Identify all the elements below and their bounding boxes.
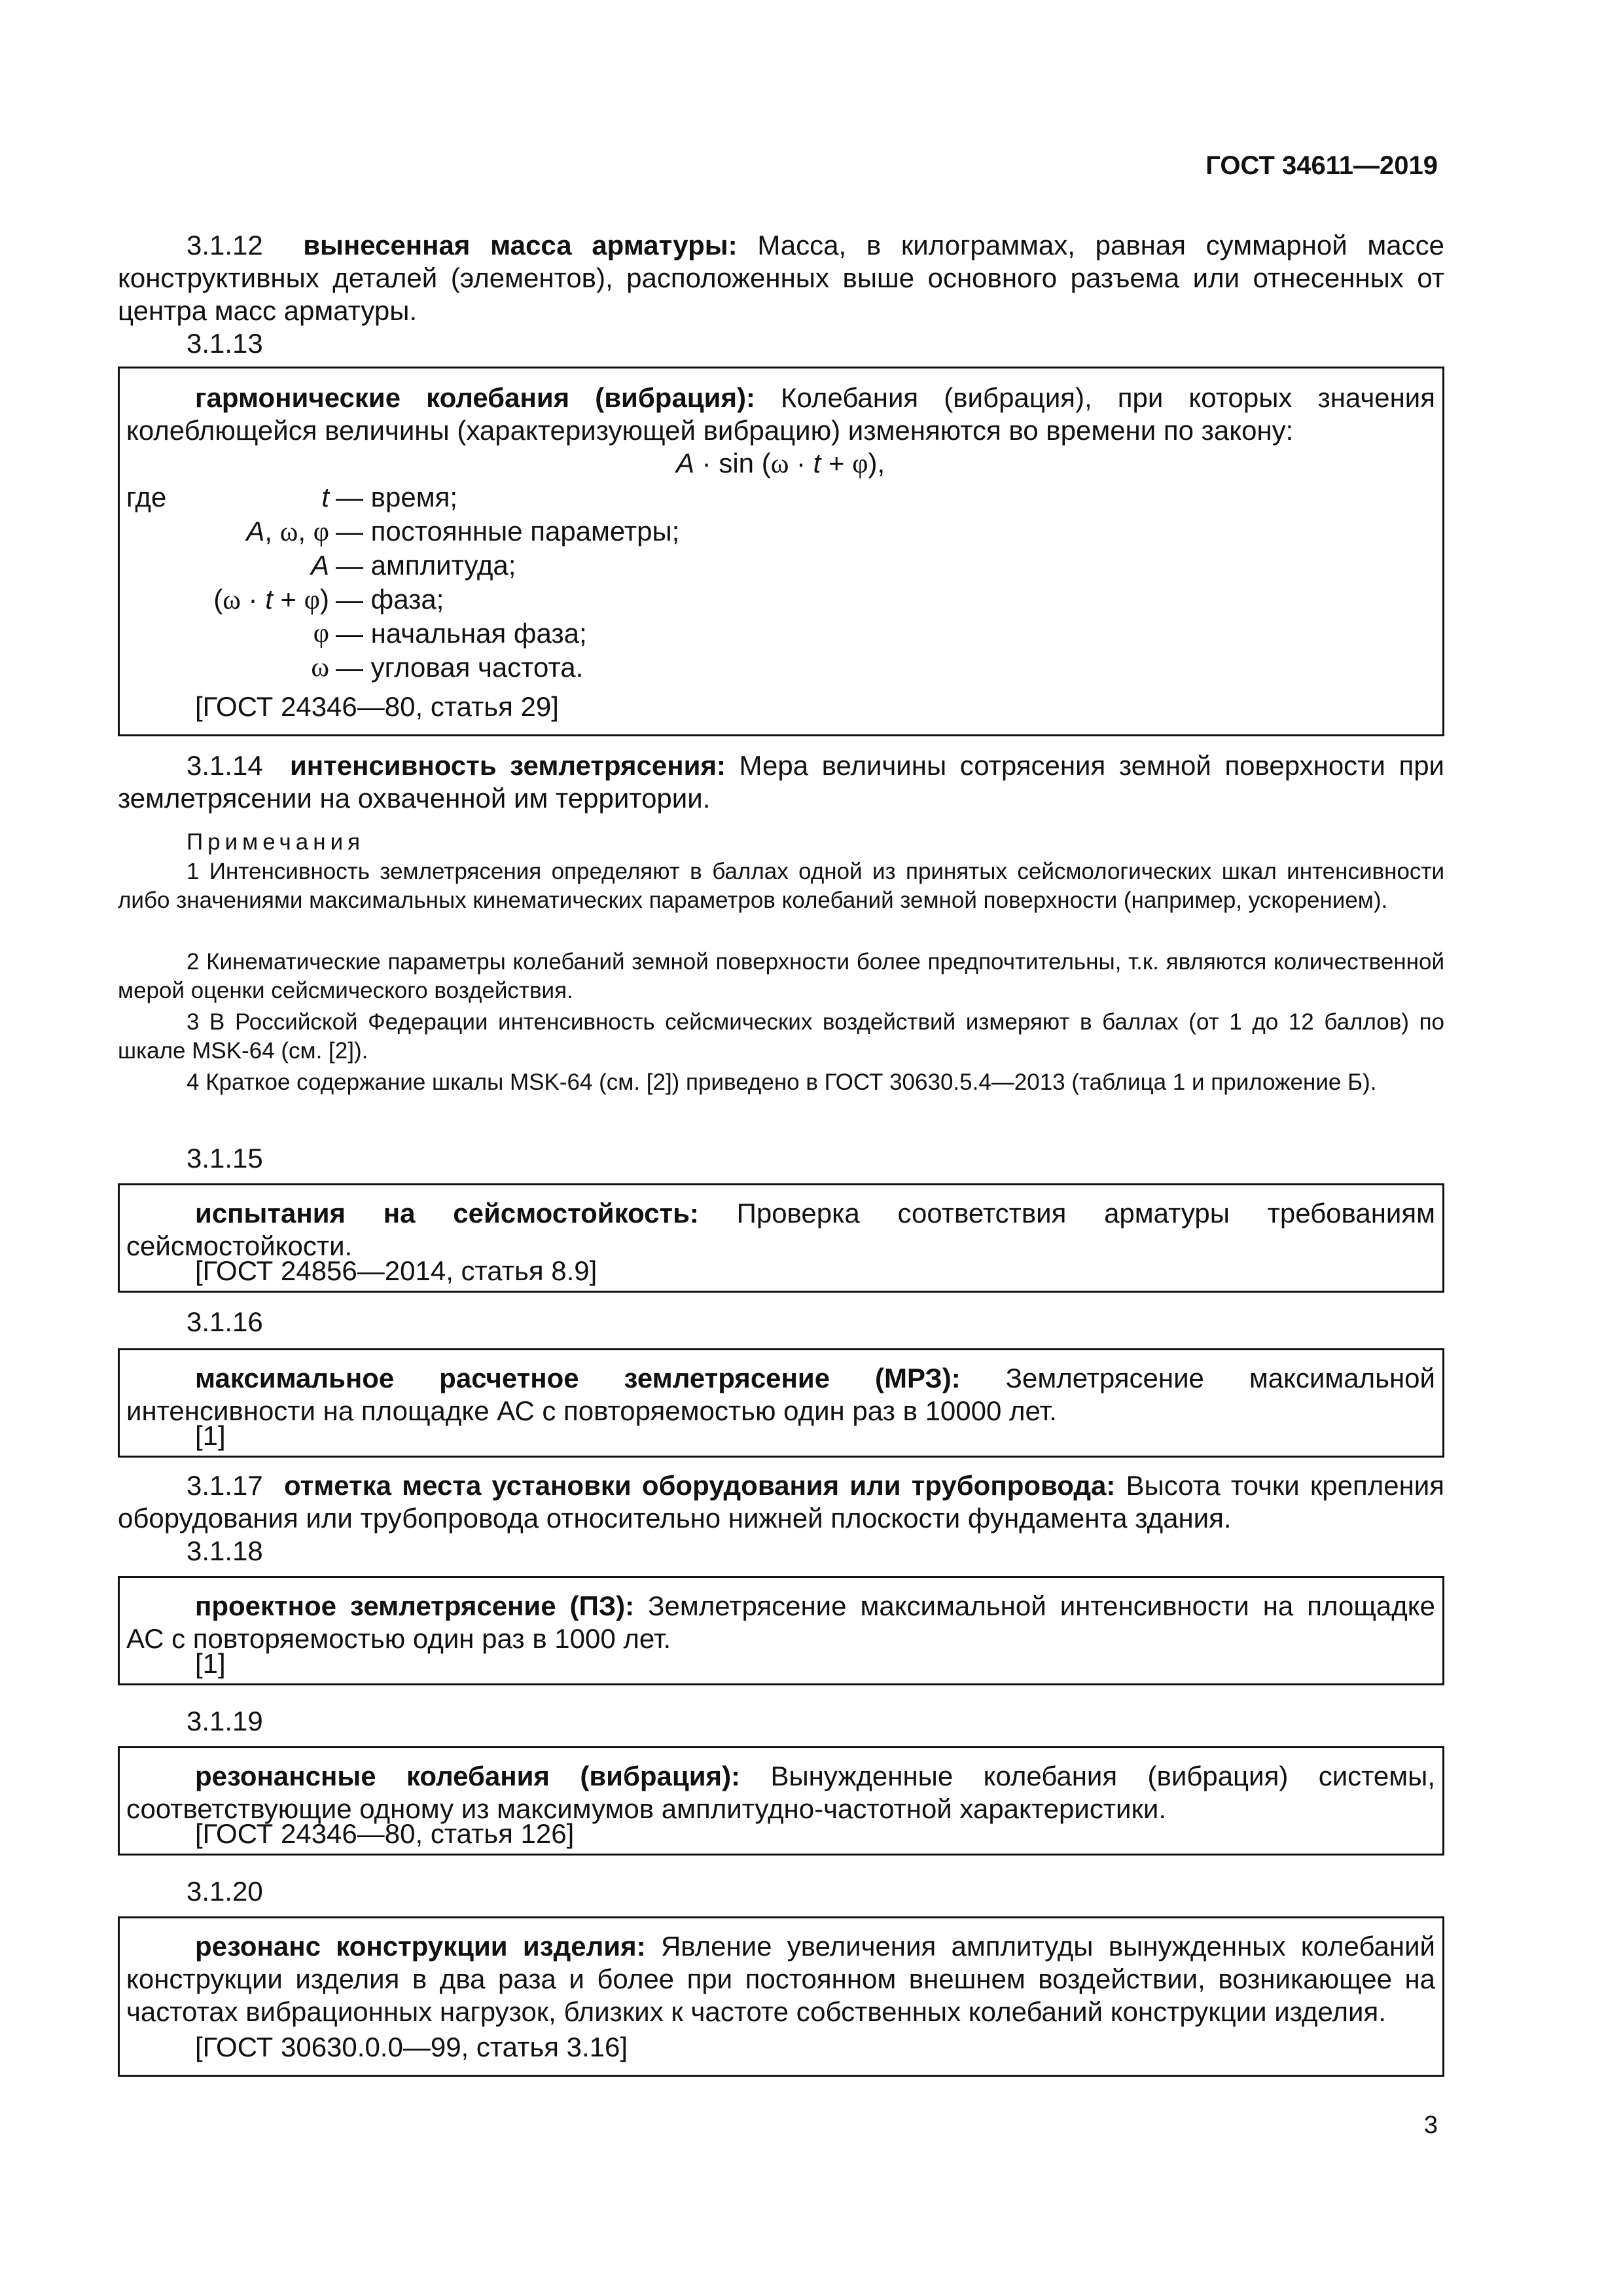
term: проектное землетрясение (ПЗ): [195,1590,635,1621]
source-reference: [1] [195,1648,226,1679]
definition-text: Землетрясение максимальной интенсивности на площадке АС с повторяемостью один раз в 1000 лет. [126,1590,1436,1654]
formula: A · sin (ω · t + φ), [676,448,885,479]
definition-text: Явление увеличения амплитуды вынужденных колебаний конструкции изделия в два раза и более при постоянном внешнем воздействии, возникающее на частотах вибрационных нагрузок, близких к частоте собственных колебаний конструкции изделия. [126,1931,1436,2027]
definition-text: Колебания (вибрация), при которых значения колеблющейся величины (характеризующей вибрацию) изменяются во времени по закону: [126,382,1435,446]
term: вынесенная масса арматуры: [303,230,738,260]
note-4: 4 Краткое содержание шкалы MSK-64 (см. [2]) приведено в ГОСТ 30630.5.4—2013 (таблица 1 и приложение Б). [187,1069,1377,1095]
def-symbol: (ω · t + φ) [213,584,329,615]
definition-text: Масса, в килограммах, равная суммарной массе конструктивных деталей (элементов), расположенных выше основного разъема или отнесенных от центра масс арматуры. [118,230,1445,326]
definition-3-1-19 [126,1760,1435,1825]
def-text: — угловая частота. [336,652,584,683]
definition-text: Вынужденные колебания (вибрация) системы, соответствующие одному из максимумов амплитудно-частотной характеристики. [126,1761,1436,1824]
definition-box-3-1-13 [118,367,1444,736]
term: резонансные колебания (вибрация): [195,1761,741,1791]
term: максимальное расчетное землетрясение (МРЗ): [195,1363,961,1393]
clause-number: 3.1.12 [187,230,263,260]
def-text: — время; [336,482,457,512]
clause-number-3-1-18: 3.1.18 [187,1535,263,1566]
definition-box-3-1-20 [118,1916,1444,2077]
clause-number-3-1-16: 3.1.16 [187,1306,263,1337]
def-symbol: t [321,482,329,512]
def-symbol: A [310,550,329,581]
term: гармонические колебания (вибрация): [195,382,755,413]
def-symbol: φ [313,619,329,649]
definition-box-3-1-19 [118,1746,1444,1856]
clause-number: 3.1.17 [187,1470,263,1501]
def-text: — постоянные параметры; [336,516,680,547]
page-number: 3 [1423,2111,1438,2139]
clause-number-3-1-20: 3.1.20 [187,1876,263,1907]
def-text: — начальная фаза; [336,618,587,649]
definition-3-1-16 [126,1362,1435,1427]
clause-number-3-1-15: 3.1.15 [187,1143,263,1174]
def-symbol: A, ω, φ [246,516,329,547]
clause-number-3-1-13: 3.1.13 [187,328,263,359]
definition-box-3-1-15 [118,1183,1444,1293]
definition-box-3-1-18 [118,1576,1444,1685]
definition-3-1-14 [118,749,1444,815]
definition-3-1-13 [126,382,1435,447]
term: отметка места установки оборудования или трубопровода: [284,1470,1116,1501]
term: резонанс конструкции изделия: [195,1931,646,1962]
source-reference: [ГОСТ 30630.0.0—99, статья 3.16] [195,2032,628,2062]
definition-3-1-18 [126,1590,1435,1655]
notes-title: Примечания [187,829,365,855]
definition-3-1-20 [126,1930,1435,2028]
definition-text: Землетрясение максимальной интенсивности на площадке АС с повторяемостью один раз в 10000 лет. [126,1363,1435,1426]
source-reference: [ГОСТ 24856—2014, статья 8.9] [195,1255,597,1286]
definition-3-1-15 [126,1197,1435,1263]
clause-number: 3.1.14 [187,750,263,781]
def-text: — фаза; [336,584,444,615]
term: интенсивность землетрясения: [289,750,726,781]
def-text: — амплитуда; [336,550,516,581]
definition-box-3-1-16 [118,1348,1444,1458]
note-3: 3 В Российской Федерации интенсивность сейсмических воздействий измеряют в баллах (от 1 до 12 баллов) по шкале MSK-64 (см. [2]). [118,1009,1444,1064]
definition-text: Проверка соответствия арматуры требованиям сейсмостойкости. [126,1198,1435,1261]
definition-text: Мера величины сотрясения земной поверхности при землетрясении на охваченной им территории. [118,750,1445,814]
where-label: где [126,482,167,512]
definition-3-1-12 [118,229,1444,327]
def-symbol: ω [311,653,329,683]
document-id: ГОСТ 34611—2019 [1205,151,1438,180]
definition-text: Высота точки крепления оборудования или трубопровода относительно нижней плоскости фундамента здания. [118,1470,1444,1534]
note-1: 1 Интенсивность землетрясения определяют в баллах одной из принятых сейсмологических шкал интенсивности либо значениями максимальных кинематических параметров колебаний земной поверхности (например, ускорением). [118,859,1444,913]
term: испытания на сейсмостойкость: [195,1198,699,1229]
source-reference: [1] [195,1420,226,1451]
source-reference: [ГОСТ 24346—80, статья 126] [195,1818,575,1849]
definition-3-1-17 [118,1469,1444,1535]
clause-number-3-1-19: 3.1.19 [187,1706,263,1736]
source-reference: [ГОСТ 24346—80, статья 29] [195,691,559,722]
note-2: 2 Кинематические параметры колебаний земной поверхности более предпочтительны, т.к. являются количественной мерой оценки сейсмического воздействия. [118,949,1444,1003]
